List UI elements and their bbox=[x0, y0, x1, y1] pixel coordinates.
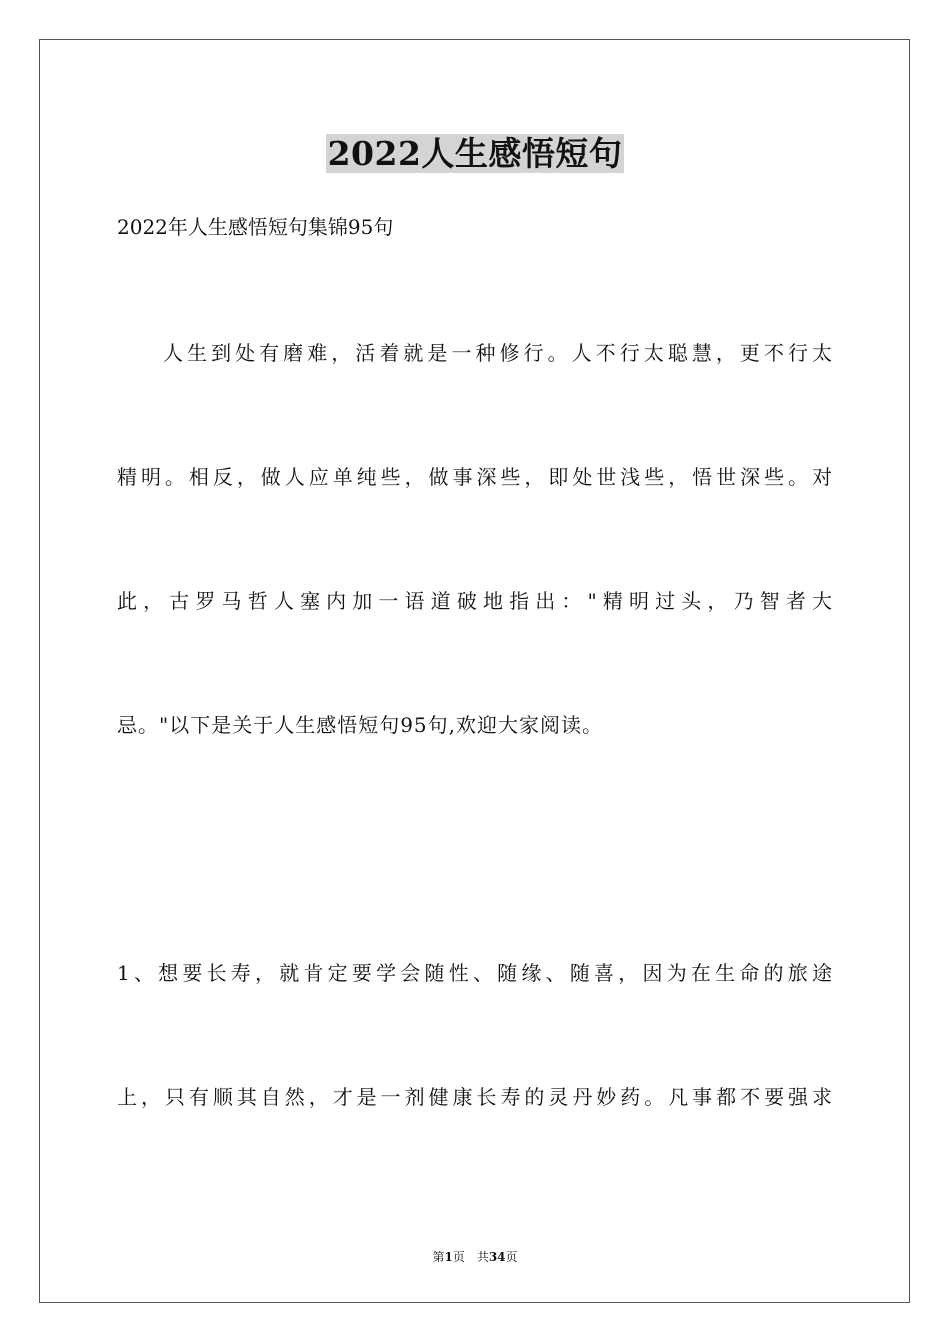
intro-line-4: 忌。"以下是关于人生感悟短句95句,欢迎大家阅读。 bbox=[117, 713, 604, 737]
footer-prefix: 第 bbox=[432, 1250, 445, 1264]
intro-line-1: 人生到处有磨难，活着就是一种修行。人不行太聪慧，更不行太 bbox=[163, 341, 833, 365]
footer-suffix: 页 bbox=[505, 1250, 518, 1264]
footer-total-pages: 34 bbox=[488, 1250, 506, 1264]
intro-line-3: 此，古罗马哲人塞内加一语道破地指出："精明过头，乃智者大 bbox=[117, 589, 833, 613]
item1-line-1: 1、想要长寿，就肯定要学会随性、随缘、随喜，因为在生命的旅途 bbox=[117, 961, 833, 985]
footer-middle: 页 共 bbox=[452, 1250, 489, 1264]
footer-page-number: 1 bbox=[444, 1250, 453, 1264]
document-subtitle: 2022年人生感悟短句集锦95句 bbox=[117, 215, 394, 239]
item1-line-2: 上，只有顺其自然，才是一剂健康长寿的灵丹妙药。凡事都不要强求 bbox=[117, 1085, 833, 1109]
document-title-block bbox=[0, 128, 950, 175]
document-title: 2022人生感悟短句 bbox=[327, 134, 623, 173]
page-footer bbox=[0, 1248, 950, 1265]
intro-line-2: 精明。相反，做人应单纯些，做事深些，即处世浅些，悟世深些。对 bbox=[117, 465, 833, 489]
